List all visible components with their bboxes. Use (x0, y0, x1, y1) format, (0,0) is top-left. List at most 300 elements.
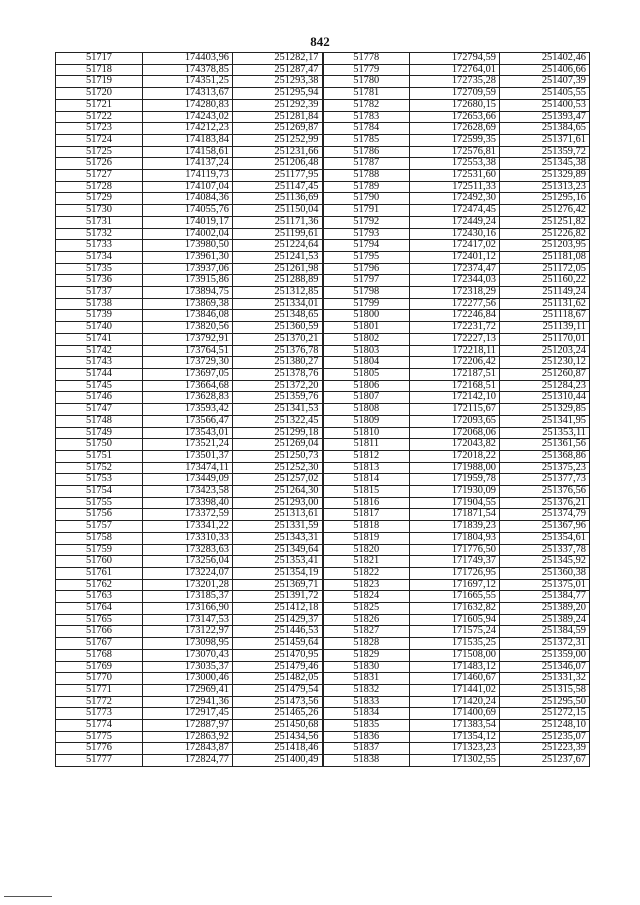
right-x-coordinate-cell: 171665,55 (410, 591, 500, 603)
right-x-coordinate-cell: 171839,23 (410, 521, 500, 533)
right-point-number-cell: 51796 (323, 263, 410, 275)
right-point-number-cell: 51836 (323, 731, 410, 743)
left-y-coordinate-cell: 251231,66 (233, 146, 323, 158)
table-row (56, 743, 590, 755)
left-x-coordinate-cell: 173764,51 (143, 345, 233, 357)
right-x-coordinate-cell: 172043,82 (410, 439, 500, 451)
left-point-number-cell: 51752 (56, 462, 143, 474)
left-x-coordinate-cell: 173593,42 (143, 404, 233, 416)
right-x-coordinate-cell: 172115,67 (410, 404, 500, 416)
left-y-coordinate-cell: 251412,18 (233, 603, 323, 615)
left-y-coordinate-cell: 251348,65 (233, 310, 323, 322)
right-y-coordinate-cell: 251235,07 (500, 731, 590, 743)
left-point-number-cell: 51734 (56, 251, 143, 263)
left-x-coordinate-cell: 173697,05 (143, 368, 233, 380)
left-x-coordinate-cell: 173449,09 (143, 474, 233, 486)
table-row (56, 544, 590, 556)
left-y-coordinate-cell: 251252,30 (233, 462, 323, 474)
left-point-number-cell: 51750 (56, 439, 143, 451)
left-y-coordinate-cell: 251459,64 (233, 638, 323, 650)
right-y-coordinate-cell: 251389,24 (500, 614, 590, 626)
left-y-coordinate-cell: 251378,76 (233, 368, 323, 380)
table-row (56, 310, 590, 322)
right-x-coordinate-cell: 172553,38 (410, 158, 500, 170)
right-point-number-cell: 51806 (323, 380, 410, 392)
left-point-number-cell: 51722 (56, 111, 143, 123)
left-y-coordinate-cell: 251380,27 (233, 357, 323, 369)
left-x-coordinate-cell: 173501,37 (143, 450, 233, 462)
right-point-number-cell: 51789 (323, 181, 410, 193)
right-x-coordinate-cell: 172093,65 (410, 415, 500, 427)
right-x-coordinate-cell: 172794,59 (410, 53, 500, 65)
left-point-number-cell: 51721 (56, 99, 143, 111)
right-x-coordinate-cell: 172474,45 (410, 205, 500, 217)
left-point-number-cell: 51775 (56, 731, 143, 743)
table-row (56, 205, 590, 217)
left-point-number-cell: 51740 (56, 322, 143, 334)
left-y-coordinate-cell: 251269,87 (233, 123, 323, 135)
right-point-number-cell: 51786 (323, 146, 410, 158)
right-point-number-cell: 51783 (323, 111, 410, 123)
right-point-number-cell: 51818 (323, 521, 410, 533)
left-point-number-cell: 51729 (56, 193, 143, 205)
right-point-number-cell: 51805 (323, 368, 410, 380)
right-point-number-cell: 51791 (323, 205, 410, 217)
right-x-coordinate-cell: 171420,24 (410, 696, 500, 708)
left-x-coordinate-cell: 173664,68 (143, 380, 233, 392)
right-x-coordinate-cell: 172511,33 (410, 181, 500, 193)
right-point-number-cell: 51793 (323, 228, 410, 240)
right-x-coordinate-cell: 172227,13 (410, 333, 500, 345)
left-point-number-cell: 51727 (56, 170, 143, 182)
right-point-number-cell: 51831 (323, 673, 410, 685)
left-point-number-cell: 51733 (56, 240, 143, 252)
right-x-coordinate-cell: 171383,54 (410, 720, 500, 732)
right-point-number-cell: 51792 (323, 216, 410, 228)
right-point-number-cell: 51802 (323, 333, 410, 345)
right-point-number-cell: 51788 (323, 170, 410, 182)
table-row (56, 450, 590, 462)
table-row (56, 579, 590, 591)
left-y-coordinate-cell: 251450,68 (233, 720, 323, 732)
right-y-coordinate-cell: 251389,20 (500, 603, 590, 615)
left-y-coordinate-cell: 251322,45 (233, 415, 323, 427)
right-x-coordinate-cell: 171535,25 (410, 638, 500, 650)
left-y-coordinate-cell: 251479,54 (233, 684, 323, 696)
left-x-coordinate-cell: 173521,24 (143, 439, 233, 451)
table-row (56, 216, 590, 228)
right-y-coordinate-cell: 251372,31 (500, 638, 590, 650)
left-x-coordinate-cell: 173961,30 (143, 251, 233, 263)
left-point-number-cell: 51737 (56, 287, 143, 299)
left-x-coordinate-cell: 174084,36 (143, 193, 233, 205)
left-x-coordinate-cell: 172969,41 (143, 684, 233, 696)
left-x-coordinate-cell: 173256,04 (143, 556, 233, 568)
right-x-coordinate-cell: 172206,42 (410, 357, 500, 369)
left-y-coordinate-cell: 251293,00 (233, 497, 323, 509)
left-y-coordinate-cell: 251434,56 (233, 731, 323, 743)
table-row (56, 380, 590, 392)
left-y-coordinate-cell: 251224,64 (233, 240, 323, 252)
right-y-coordinate-cell: 251393,47 (500, 111, 590, 123)
left-y-coordinate-cell: 251269,04 (233, 439, 323, 451)
right-x-coordinate-cell: 171930,09 (410, 486, 500, 498)
left-y-coordinate-cell: 251252,99 (233, 134, 323, 146)
left-x-coordinate-cell: 174158,61 (143, 146, 233, 158)
left-x-coordinate-cell: 174055,76 (143, 205, 233, 217)
table-row (56, 134, 590, 146)
left-y-coordinate-cell: 251359,76 (233, 392, 323, 404)
table-row (56, 427, 590, 439)
right-point-number-cell: 51782 (323, 99, 410, 111)
footnote-rule (4, 896, 52, 897)
right-point-number-cell: 51799 (323, 298, 410, 310)
table-row (56, 392, 590, 404)
right-point-number-cell: 51790 (323, 193, 410, 205)
right-x-coordinate-cell: 171302,55 (410, 755, 500, 767)
left-x-coordinate-cell: 173423,58 (143, 486, 233, 498)
right-y-coordinate-cell: 251203,24 (500, 345, 590, 357)
right-point-number-cell: 51794 (323, 240, 410, 252)
table-row (56, 626, 590, 638)
right-x-coordinate-cell: 171697,12 (410, 579, 500, 591)
left-y-coordinate-cell: 251287,47 (233, 64, 323, 76)
table-row (56, 497, 590, 509)
left-point-number-cell: 51761 (56, 567, 143, 579)
table-row (56, 368, 590, 380)
table-row (56, 357, 590, 369)
right-point-number-cell: 51800 (323, 310, 410, 322)
left-x-coordinate-cell: 172941,36 (143, 696, 233, 708)
right-point-number-cell: 51835 (323, 720, 410, 732)
left-point-number-cell: 51719 (56, 76, 143, 88)
right-x-coordinate-cell: 171354,12 (410, 731, 500, 743)
left-y-coordinate-cell: 251171,36 (233, 216, 323, 228)
right-point-number-cell: 51820 (323, 544, 410, 556)
left-y-coordinate-cell: 251261,98 (233, 263, 323, 275)
table-row (56, 567, 590, 579)
left-y-coordinate-cell: 251479,46 (233, 661, 323, 673)
right-y-coordinate-cell: 251361,56 (500, 439, 590, 451)
right-y-coordinate-cell: 251251,82 (500, 216, 590, 228)
left-y-coordinate-cell: 251250,73 (233, 450, 323, 462)
left-point-number-cell: 51735 (56, 263, 143, 275)
table-row (56, 474, 590, 486)
right-y-coordinate-cell: 251310,44 (500, 392, 590, 404)
left-point-number-cell: 51767 (56, 638, 143, 650)
right-point-number-cell: 51812 (323, 450, 410, 462)
left-point-number-cell: 51777 (56, 755, 143, 767)
right-point-number-cell: 51803 (323, 345, 410, 357)
left-y-coordinate-cell: 251429,37 (233, 614, 323, 626)
right-x-coordinate-cell: 171483,12 (410, 661, 500, 673)
right-point-number-cell: 51808 (323, 404, 410, 416)
left-y-coordinate-cell: 251353,41 (233, 556, 323, 568)
table-row (56, 486, 590, 498)
left-point-number-cell: 51742 (56, 345, 143, 357)
table-row (56, 181, 590, 193)
left-y-coordinate-cell: 251360,59 (233, 322, 323, 334)
table-row (56, 263, 590, 275)
left-y-coordinate-cell: 251341,53 (233, 404, 323, 416)
right-y-coordinate-cell: 251376,21 (500, 497, 590, 509)
left-x-coordinate-cell: 174137,24 (143, 158, 233, 170)
left-y-coordinate-cell: 251354,19 (233, 567, 323, 579)
right-y-coordinate-cell: 251359,00 (500, 649, 590, 661)
right-x-coordinate-cell: 171904,55 (410, 497, 500, 509)
table-row (56, 731, 590, 743)
right-x-coordinate-cell: 171632,82 (410, 603, 500, 615)
left-y-coordinate-cell: 251349,64 (233, 544, 323, 556)
left-point-number-cell: 51738 (56, 298, 143, 310)
table-row (56, 251, 590, 263)
table-row (56, 240, 590, 252)
right-point-number-cell: 51787 (323, 158, 410, 170)
right-y-coordinate-cell: 251170,01 (500, 333, 590, 345)
left-point-number-cell: 51725 (56, 146, 143, 158)
right-y-coordinate-cell: 251160,22 (500, 275, 590, 287)
right-y-coordinate-cell: 251230,12 (500, 357, 590, 369)
right-x-coordinate-cell: 171726,95 (410, 567, 500, 579)
right-point-number-cell: 51780 (323, 76, 410, 88)
left-point-number-cell: 51748 (56, 415, 143, 427)
table-row (56, 123, 590, 135)
right-point-number-cell: 51798 (323, 287, 410, 299)
right-y-coordinate-cell: 251329,89 (500, 170, 590, 182)
left-point-number-cell: 51717 (56, 53, 143, 65)
right-point-number-cell: 51813 (323, 462, 410, 474)
left-y-coordinate-cell: 251292,39 (233, 99, 323, 111)
left-x-coordinate-cell: 172824,77 (143, 755, 233, 767)
right-x-coordinate-cell: 172735,28 (410, 76, 500, 88)
right-y-coordinate-cell: 251172,05 (500, 263, 590, 275)
table-row (56, 696, 590, 708)
right-y-coordinate-cell: 251375,01 (500, 579, 590, 591)
table-row (56, 404, 590, 416)
left-y-coordinate-cell: 251293,38 (233, 76, 323, 88)
left-point-number-cell: 51776 (56, 743, 143, 755)
right-y-coordinate-cell: 251374,79 (500, 509, 590, 521)
right-y-coordinate-cell: 251377,73 (500, 474, 590, 486)
left-x-coordinate-cell: 173147,53 (143, 614, 233, 626)
table-row (56, 708, 590, 720)
right-x-coordinate-cell: 171776,50 (410, 544, 500, 556)
left-point-number-cell: 51736 (56, 275, 143, 287)
table-row (56, 462, 590, 474)
left-x-coordinate-cell: 173729,30 (143, 357, 233, 369)
table-row (56, 193, 590, 205)
left-point-number-cell: 51771 (56, 684, 143, 696)
right-x-coordinate-cell: 172218,11 (410, 345, 500, 357)
right-y-coordinate-cell: 251371,61 (500, 134, 590, 146)
right-y-coordinate-cell: 251203,95 (500, 240, 590, 252)
left-point-number-cell: 51744 (56, 368, 143, 380)
left-x-coordinate-cell: 174119,73 (143, 170, 233, 182)
left-point-number-cell: 51754 (56, 486, 143, 498)
right-x-coordinate-cell: 172599,35 (410, 134, 500, 146)
left-point-number-cell: 51768 (56, 649, 143, 661)
right-y-coordinate-cell: 251405,55 (500, 88, 590, 100)
table-row (56, 88, 590, 100)
right-x-coordinate-cell: 172231,72 (410, 322, 500, 334)
right-y-coordinate-cell: 251353,11 (500, 427, 590, 439)
left-point-number-cell: 51770 (56, 673, 143, 685)
left-y-coordinate-cell: 251372,20 (233, 380, 323, 392)
table-row (56, 661, 590, 673)
table-row (56, 345, 590, 357)
right-x-coordinate-cell: 171575,24 (410, 626, 500, 638)
right-point-number-cell: 51837 (323, 743, 410, 755)
left-point-number-cell: 51753 (56, 474, 143, 486)
table-row (56, 532, 590, 544)
left-x-coordinate-cell: 174107,04 (143, 181, 233, 193)
right-y-coordinate-cell: 251402,46 (500, 53, 590, 65)
left-x-coordinate-cell: 174243,02 (143, 111, 233, 123)
left-x-coordinate-cell: 172887,97 (143, 720, 233, 732)
left-point-number-cell: 51763 (56, 591, 143, 603)
table-row (56, 76, 590, 88)
table-row (56, 603, 590, 615)
left-x-coordinate-cell: 172863,92 (143, 731, 233, 743)
right-y-coordinate-cell: 251149,24 (500, 287, 590, 299)
left-point-number-cell: 51764 (56, 603, 143, 615)
right-y-coordinate-cell: 251384,65 (500, 123, 590, 135)
left-point-number-cell: 51774 (56, 720, 143, 732)
table-row (56, 333, 590, 345)
left-y-coordinate-cell: 251313,61 (233, 509, 323, 521)
left-x-coordinate-cell: 173341,22 (143, 521, 233, 533)
left-point-number-cell: 51731 (56, 216, 143, 228)
left-point-number-cell: 51758 (56, 532, 143, 544)
left-point-number-cell: 51739 (56, 310, 143, 322)
table-row (56, 275, 590, 287)
right-x-coordinate-cell: 172417,02 (410, 240, 500, 252)
coordinates-table-body (56, 53, 590, 767)
left-x-coordinate-cell: 173398,40 (143, 497, 233, 509)
right-point-number-cell: 51826 (323, 614, 410, 626)
right-x-coordinate-cell: 172628,69 (410, 123, 500, 135)
left-point-number-cell: 51769 (56, 661, 143, 673)
right-point-number-cell: 51811 (323, 439, 410, 451)
left-x-coordinate-cell: 174183,84 (143, 134, 233, 146)
left-y-coordinate-cell: 251199,61 (233, 228, 323, 240)
left-point-number-cell: 51755 (56, 497, 143, 509)
table-row (56, 415, 590, 427)
right-y-coordinate-cell: 251406,66 (500, 64, 590, 76)
table-row (56, 673, 590, 685)
right-x-coordinate-cell: 172492,30 (410, 193, 500, 205)
coordinates-table (55, 52, 590, 767)
left-point-number-cell: 51741 (56, 333, 143, 345)
left-x-coordinate-cell: 173070,43 (143, 649, 233, 661)
left-point-number-cell: 51759 (56, 544, 143, 556)
right-point-number-cell: 51809 (323, 415, 410, 427)
left-y-coordinate-cell: 251281,84 (233, 111, 323, 123)
left-y-coordinate-cell: 251206,48 (233, 158, 323, 170)
left-x-coordinate-cell: 174313,67 (143, 88, 233, 100)
right-point-number-cell: 51797 (323, 275, 410, 287)
right-point-number-cell: 51838 (323, 755, 410, 767)
right-x-coordinate-cell: 172680,15 (410, 99, 500, 111)
left-y-coordinate-cell: 251465,26 (233, 708, 323, 720)
right-y-coordinate-cell: 251384,77 (500, 591, 590, 603)
right-point-number-cell: 51816 (323, 497, 410, 509)
table-row (56, 158, 590, 170)
left-y-coordinate-cell: 251264,30 (233, 486, 323, 498)
left-point-number-cell: 51756 (56, 509, 143, 521)
right-x-coordinate-cell: 172142,10 (410, 392, 500, 404)
left-point-number-cell: 51762 (56, 579, 143, 591)
left-y-coordinate-cell: 251136,69 (233, 193, 323, 205)
table-row (56, 146, 590, 158)
right-x-coordinate-cell: 172576,81 (410, 146, 500, 158)
left-x-coordinate-cell: 173980,50 (143, 240, 233, 252)
right-y-coordinate-cell: 251295,50 (500, 696, 590, 708)
left-point-number-cell: 51757 (56, 521, 143, 533)
left-point-number-cell: 51732 (56, 228, 143, 240)
table-row (56, 591, 590, 603)
left-x-coordinate-cell: 173098,95 (143, 638, 233, 650)
left-x-coordinate-cell: 173201,28 (143, 579, 233, 591)
right-x-coordinate-cell: 172764,01 (410, 64, 500, 76)
left-x-coordinate-cell: 173915,86 (143, 275, 233, 287)
left-x-coordinate-cell: 173792,91 (143, 333, 233, 345)
right-point-number-cell: 51810 (323, 427, 410, 439)
right-x-coordinate-cell: 172168,51 (410, 380, 500, 392)
right-y-coordinate-cell: 251223,39 (500, 743, 590, 755)
right-x-coordinate-cell: 171605,94 (410, 614, 500, 626)
left-y-coordinate-cell: 251334,01 (233, 298, 323, 310)
right-x-coordinate-cell: 172430,16 (410, 228, 500, 240)
right-y-coordinate-cell: 251313,23 (500, 181, 590, 193)
right-y-coordinate-cell: 251375,23 (500, 462, 590, 474)
right-x-coordinate-cell: 172401,12 (410, 251, 500, 263)
table-row (56, 638, 590, 650)
right-x-coordinate-cell: 172018,22 (410, 450, 500, 462)
right-x-coordinate-cell: 172277,56 (410, 298, 500, 310)
left-y-coordinate-cell: 251418,46 (233, 743, 323, 755)
left-x-coordinate-cell: 174212,23 (143, 123, 233, 135)
right-y-coordinate-cell: 251118,67 (500, 310, 590, 322)
right-y-coordinate-cell: 251384,59 (500, 626, 590, 638)
table-row (56, 509, 590, 521)
left-x-coordinate-cell: 174403,96 (143, 53, 233, 65)
right-point-number-cell: 51819 (323, 532, 410, 544)
right-point-number-cell: 51824 (323, 591, 410, 603)
left-y-coordinate-cell: 251369,71 (233, 579, 323, 591)
left-point-number-cell: 51728 (56, 181, 143, 193)
right-x-coordinate-cell: 171508,00 (410, 649, 500, 661)
right-y-coordinate-cell: 251345,92 (500, 556, 590, 568)
right-x-coordinate-cell: 172246,84 (410, 310, 500, 322)
right-y-coordinate-cell: 251237,67 (500, 755, 590, 767)
right-point-number-cell: 51801 (323, 322, 410, 334)
right-y-coordinate-cell: 251315,58 (500, 684, 590, 696)
right-x-coordinate-cell: 172449,24 (410, 216, 500, 228)
table-row (56, 439, 590, 451)
right-point-number-cell: 51822 (323, 567, 410, 579)
right-x-coordinate-cell: 172709,59 (410, 88, 500, 100)
right-y-coordinate-cell: 251341,95 (500, 415, 590, 427)
left-x-coordinate-cell: 173846,08 (143, 310, 233, 322)
left-y-coordinate-cell: 251288,89 (233, 275, 323, 287)
right-x-coordinate-cell: 171323,23 (410, 743, 500, 755)
right-y-coordinate-cell: 251181,08 (500, 251, 590, 263)
right-y-coordinate-cell: 251131,62 (500, 298, 590, 310)
left-x-coordinate-cell: 173820,56 (143, 322, 233, 334)
right-y-coordinate-cell: 251345,38 (500, 158, 590, 170)
left-x-coordinate-cell: 173224,07 (143, 567, 233, 579)
